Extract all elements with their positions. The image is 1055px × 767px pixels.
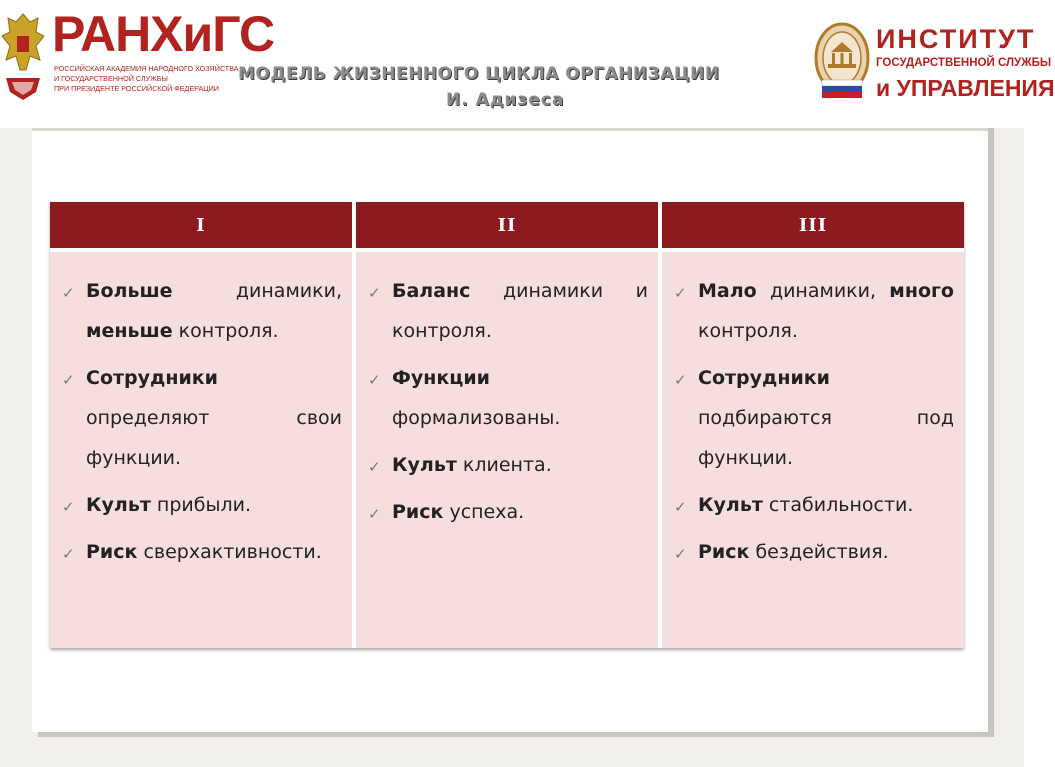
list-item: ✓ Сотрудники определяют свои функции. [62, 367, 342, 478]
ranepa-subtitle-line: ПРИ ПРЕЗИДЕНТЕ РОССИЙСКОЙ ФЕДЕРАЦИИ [54, 84, 219, 93]
list-item: ✓ Культ прибыли. [62, 494, 342, 525]
eagle-emblem-icon [0, 8, 46, 106]
page-title: МОДЕЛЬ ЖИЗНЕННОГО ЦИКЛА ОРГАНИЗАЦИИ [238, 64, 720, 84]
list-item: ✓ Функции формализованы. [368, 367, 648, 438]
list-item: ✓ Мало динамики, много контроля. [674, 280, 954, 351]
checkmark-icon: ✓ [368, 284, 381, 302]
page-subtitle: И. Адизеса [446, 90, 565, 110]
ranepa-logo-text: РАНХиГС [52, 6, 275, 62]
list-item: ✓ Баланс динамики и контроля. [368, 280, 648, 351]
institute-logo-line2: ГОСУДАРСТВЕННОЙ СЛУЖБЫ [876, 57, 1052, 69]
checkmark-icon: ✓ [62, 545, 75, 563]
institute-emblem-icon [814, 22, 870, 104]
ranepa-logo-subtitle [54, 64, 239, 94]
ranepa-subtitle-line: И ГОСУДАРСТВЕННОЙ СЛУЖБЫ [54, 74, 168, 83]
table-column-3 [662, 202, 964, 648]
checkmark-icon: ✓ [674, 545, 687, 563]
column-body [50, 252, 352, 648]
header-divider [32, 128, 988, 131]
checkmark-icon: ✓ [674, 371, 687, 389]
column-header: I [50, 202, 352, 252]
list-item: ✓ Риск бездействия. [674, 541, 954, 572]
table-column-2 [356, 202, 658, 648]
column-body [662, 252, 964, 648]
checkmark-icon: ✓ [62, 498, 75, 516]
lifecycle-table [50, 202, 964, 648]
table-column-1 [50, 202, 352, 648]
list-item: ✓ Риск сверхактивности. [62, 541, 342, 572]
checkmark-icon: ✓ [368, 458, 381, 476]
list-item: ✓ Сотрудники подбираются под функции. [674, 367, 954, 478]
column-header: III [662, 202, 964, 252]
column-header: II [356, 202, 658, 252]
checkmark-icon: ✓ [674, 498, 687, 516]
institute-logo-line3: и УПРАВЛЕНИЯ [876, 75, 1055, 101]
ranepa-subtitle-line: РОССИЙСКАЯ АКАДЕМИЯ НАРОДНОГО ХОЗЯЙСТВА [54, 64, 239, 73]
institute-logo-line1: ИНСТИТУТ [876, 24, 1036, 54]
checkmark-icon: ✓ [368, 505, 381, 523]
list-item: ✓ Культ стабильности. [674, 494, 954, 525]
column-body [356, 252, 658, 648]
list-item: ✓ Больше динамики, меньше контроля. [62, 280, 342, 351]
list-item: ✓ Культ клиента. [368, 454, 648, 485]
checkmark-icon: ✓ [674, 284, 687, 302]
checkmark-icon: ✓ [62, 284, 75, 302]
slide-header [0, 0, 1055, 128]
checkmark-icon: ✓ [368, 371, 381, 389]
checkmark-icon: ✓ [62, 371, 75, 389]
list-item: ✓ Риск успеха. [368, 501, 648, 532]
